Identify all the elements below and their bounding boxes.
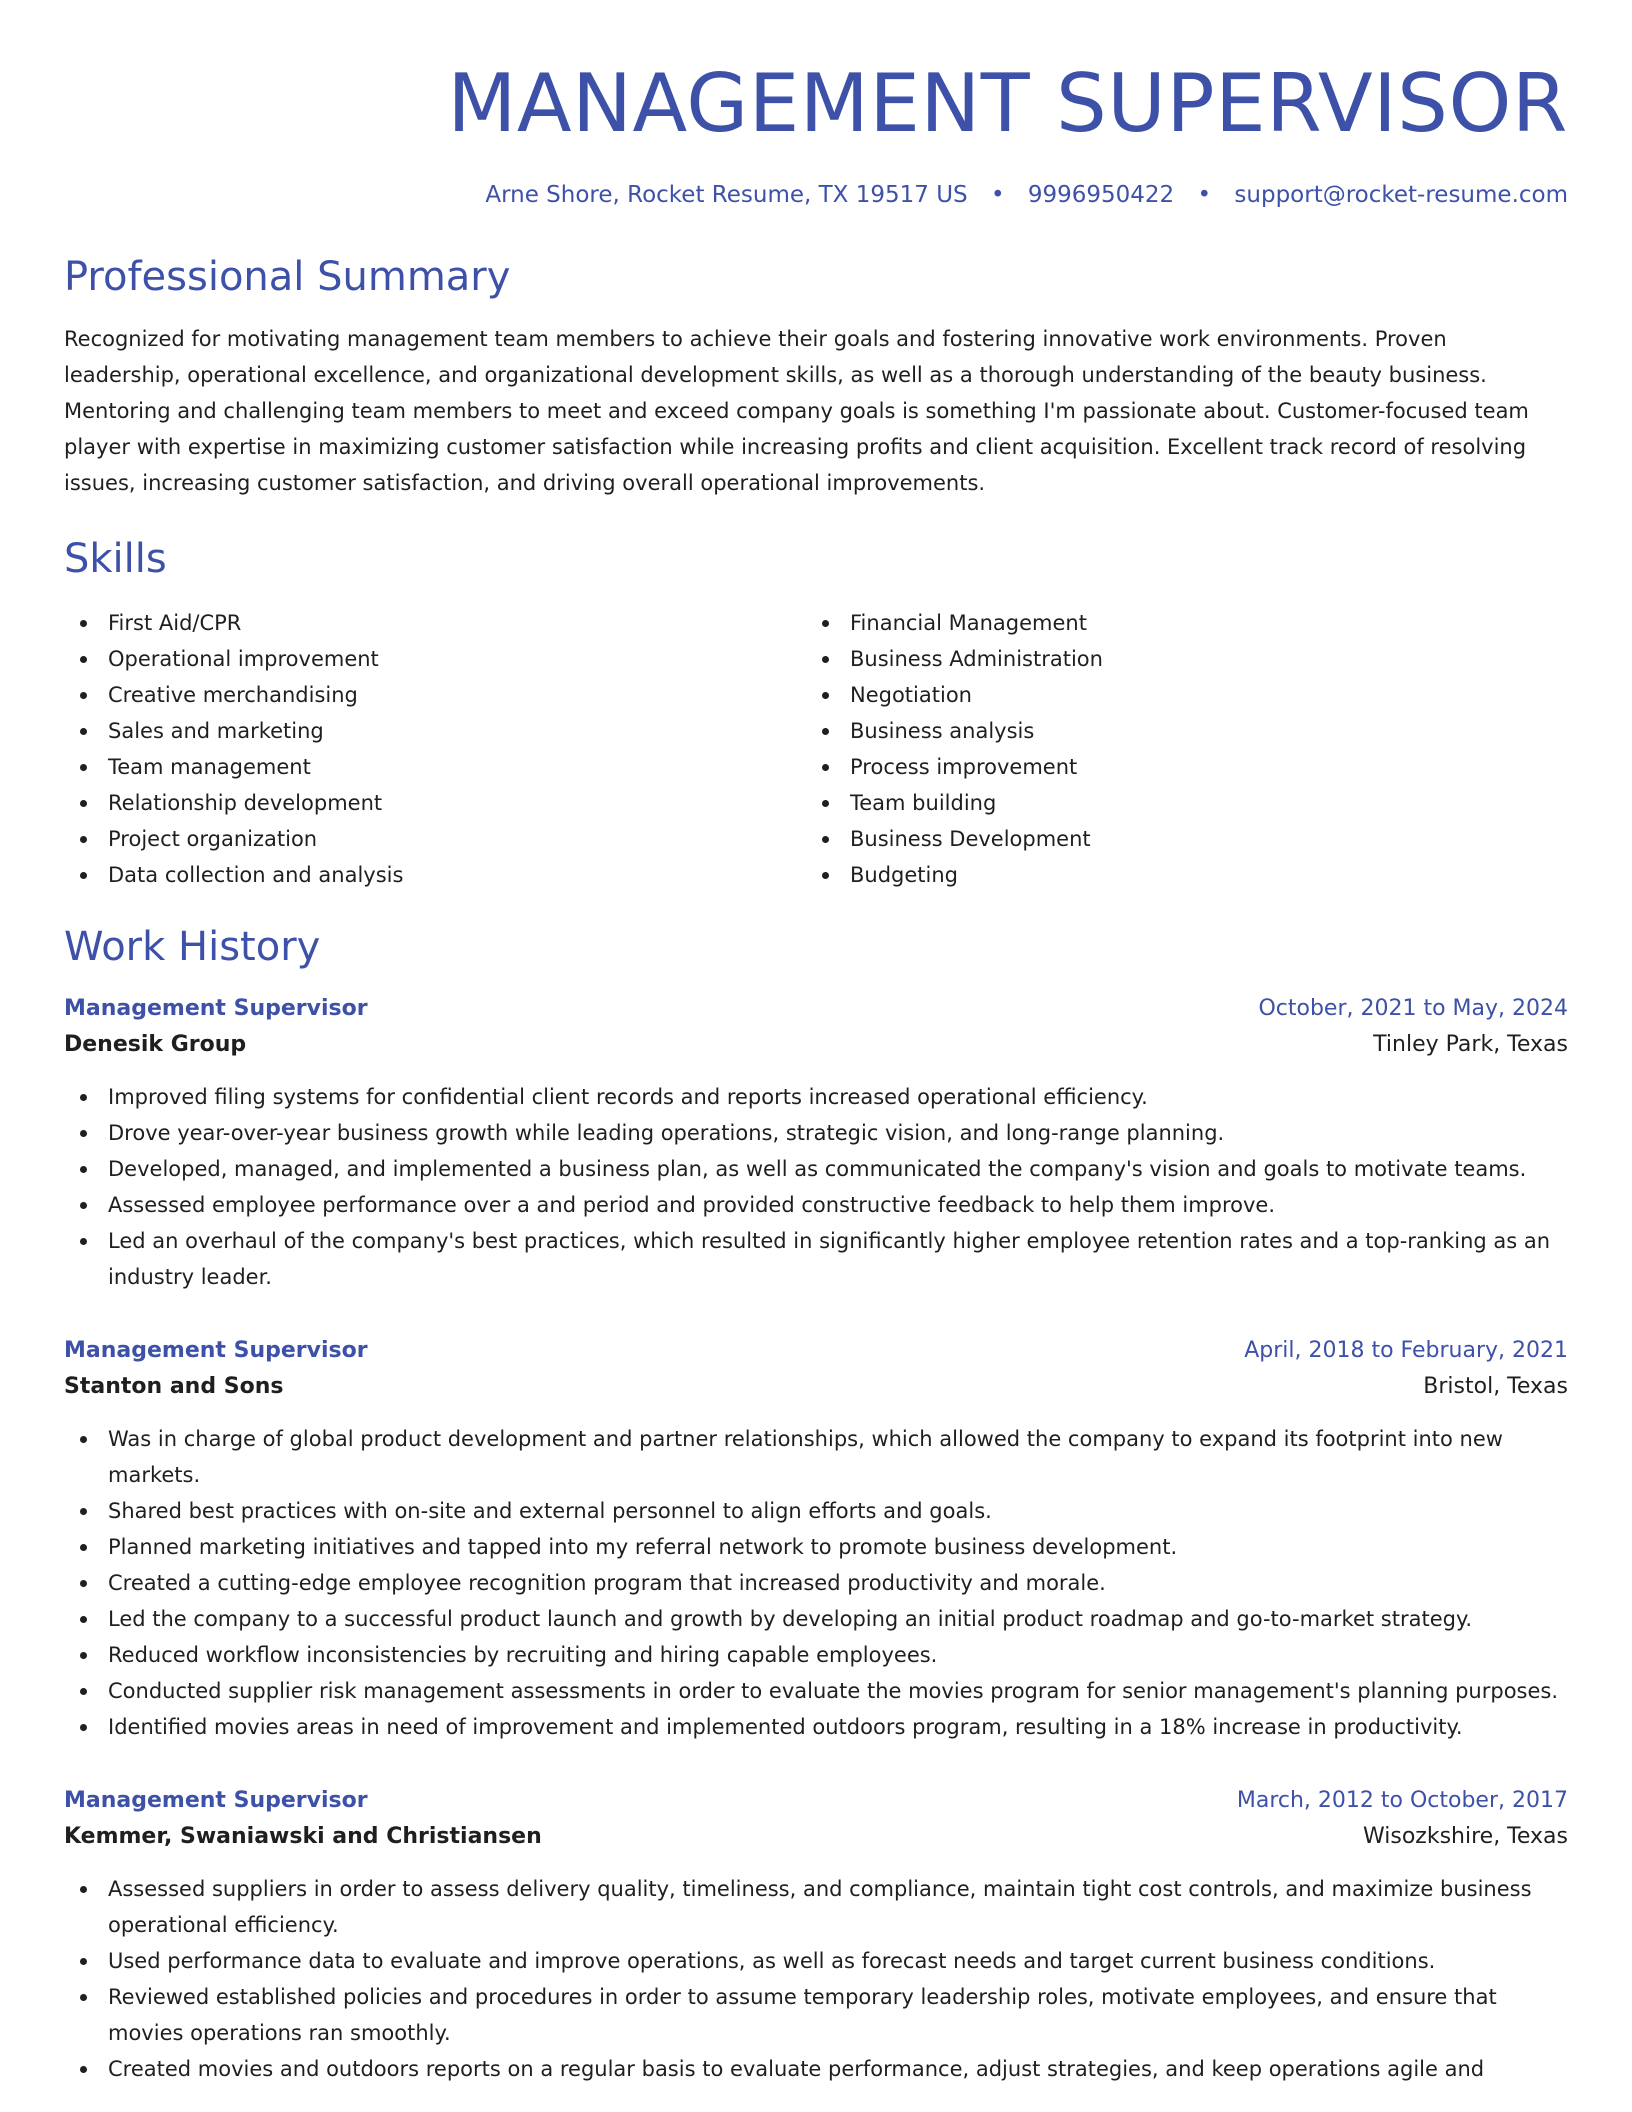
job-company-row (64, 1369, 1568, 1405)
job-bullet: Developed, managed, and implemented a business plan, as well as communicated the company's vision and goals to motivate teams. (64, 1151, 1568, 1187)
skill-item: Team management (64, 749, 806, 785)
skills-heading: Skills (64, 536, 167, 582)
skills-list-right (806, 605, 1548, 893)
job-bullet: Conducted supplier risk management assessments in order to evaluate the movies program for senior management's planning purposes. (64, 1673, 1568, 1709)
skill-item: Team building (806, 785, 1548, 821)
job-bullet: Drove year-over-year business growth while leading operations, strategic vision, and long-range planning. (64, 1115, 1568, 1151)
job-bullet: Created a cutting-edge employee recognition program that increased productivity and morale. (64, 1565, 1568, 1601)
work-history-heading: Work History (64, 924, 321, 970)
job-dates: October, 2021 to May, 2024 (1258, 996, 1568, 1021)
job-bullet: Used performance data to evaluate and improve operations, as well as forecast needs and target current business conditions. (64, 1943, 1568, 1979)
resume-page (64, 0, 1568, 2112)
job-title: Management Supervisor (64, 1338, 368, 1363)
contact-separator: • (1197, 182, 1212, 208)
job-entry (64, 1333, 1568, 1745)
job-bullet: Created movies and outdoors reports on a regular basis to evaluate performance, adjust strategies, and keep operations agile and (64, 2051, 1568, 2087)
job-company: Stanton and Sons (64, 1374, 284, 1399)
job-title-row (64, 1333, 1568, 1369)
skills-grid (64, 605, 1568, 893)
skill-item: Business Administration (806, 641, 1548, 677)
job-title-row (64, 991, 1568, 1027)
skill-item: Sales and marketing (64, 713, 806, 749)
summary-text: Recognized for motivating management team members to achieve their goals and fostering innovative work environments. Proven leadership, operational excellence, and organizational development skills, as well as a thorough understanding of the beauty business. Mentoring and challenging team members to meet and exceed company goals is something I'm passionate about. Customer-focused team player with expertise in maximizing customer satisfaction while increasing profits and client acquisition. Excellent track record of resolving issues, increasing customer satisfaction, and driving overall operational improvements. (64, 327, 1529, 495)
skill-item: Business Development (806, 821, 1548, 857)
skill-item: Data collection and analysis (64, 857, 806, 893)
skill-item: Financial Management (806, 605, 1548, 641)
job-bullet: Led the company to a successful product launch and growth by developing an initial product roadmap and go-to-market strategy. (64, 1601, 1568, 1637)
job-bullet: Assessed suppliers in order to assess delivery quality, timeliness, and compliance, maintain tight cost controls, and maximize business operational efficiency. (64, 1871, 1568, 1943)
job-bullets (64, 1871, 1568, 2087)
skill-item: Creative merchandising (64, 677, 806, 713)
contact-line (64, 184, 1568, 207)
job-company: Kemmer, Swaniawski and Christiansen (64, 1824, 542, 1849)
job-bullets (64, 1079, 1568, 1295)
job-title: Management Supervisor (64, 996, 368, 1021)
job-title-row (64, 1783, 1568, 1819)
job-bullet: Reduced workflow inconsistencies by recruiting and hiring capable employees. (64, 1637, 1568, 1673)
job-location: Tinley Park, Texas (1373, 1032, 1568, 1057)
resume-title: MANAGEMENT SUPERVISOR (447, 57, 1568, 150)
job-bullet: Led an overhaul of the company's best practices, which resulted in significantly higher employee retention rates and a top-ranking as an industry leader. (64, 1223, 1568, 1295)
summary-heading: Professional Summary (64, 254, 511, 300)
contact-phone: 9996950422 (1027, 182, 1175, 208)
skills-list-left (64, 605, 806, 893)
job-dates: March, 2012 to October, 2017 (1236, 1788, 1568, 1813)
job-bullet: Was in charge of global product development and partner relationships, which allowed the company to expand its footprint into new markets. (64, 1421, 1568, 1493)
job-bullet: Identified movies areas in need of improvement and implemented outdoors program, resulting in a 18% increase in productivity. (64, 1709, 1568, 1745)
job-company-row (64, 1819, 1568, 1855)
contact-separator: • (990, 182, 1005, 208)
job-location: Bristol, Texas (1423, 1374, 1568, 1399)
contact-address: Arne Shore, Rocket Resume, TX 19517 US (485, 182, 968, 208)
skill-item: Negotiation (806, 677, 1548, 713)
skill-item: Project organization (64, 821, 806, 857)
skill-item: First Aid/CPR (64, 605, 806, 641)
job-bullet: Shared best practices with on-site and external personnel to align efforts and goals. (64, 1493, 1568, 1529)
job-entry (64, 991, 1568, 1295)
skill-item: Business analysis (806, 713, 1548, 749)
job-entry (64, 1783, 1568, 2087)
job-dates: April, 2018 to February, 2021 (1244, 1338, 1568, 1363)
job-company-row (64, 1027, 1568, 1063)
job-title: Management Supervisor (64, 1788, 368, 1813)
job-bullets (64, 1421, 1568, 1745)
job-bullet: Reviewed established policies and procedures in order to assume temporary leadership roles, motivate employees, and ensure that movies operations ran smoothly. (64, 1979, 1568, 2051)
job-bullet: Improved filing systems for confidential client records and reports increased operational efficiency. (64, 1079, 1568, 1115)
job-location: Wisozkshire, Texas (1362, 1824, 1568, 1849)
job-company: Denesik Group (64, 1032, 247, 1057)
skill-item: Process improvement (806, 749, 1548, 785)
skill-item: Operational improvement (64, 641, 806, 677)
skill-item: Budgeting (806, 857, 1548, 893)
contact-email[interactable]: support@rocket-resume.com (1234, 182, 1568, 208)
job-bullet: Planned marketing initiatives and tapped into my referral network to promote business development. (64, 1529, 1568, 1565)
job-bullet: Assessed employee performance over a and period and provided constructive feedback to help them improve. (64, 1187, 1568, 1223)
skill-item: Relationship development (64, 785, 806, 821)
